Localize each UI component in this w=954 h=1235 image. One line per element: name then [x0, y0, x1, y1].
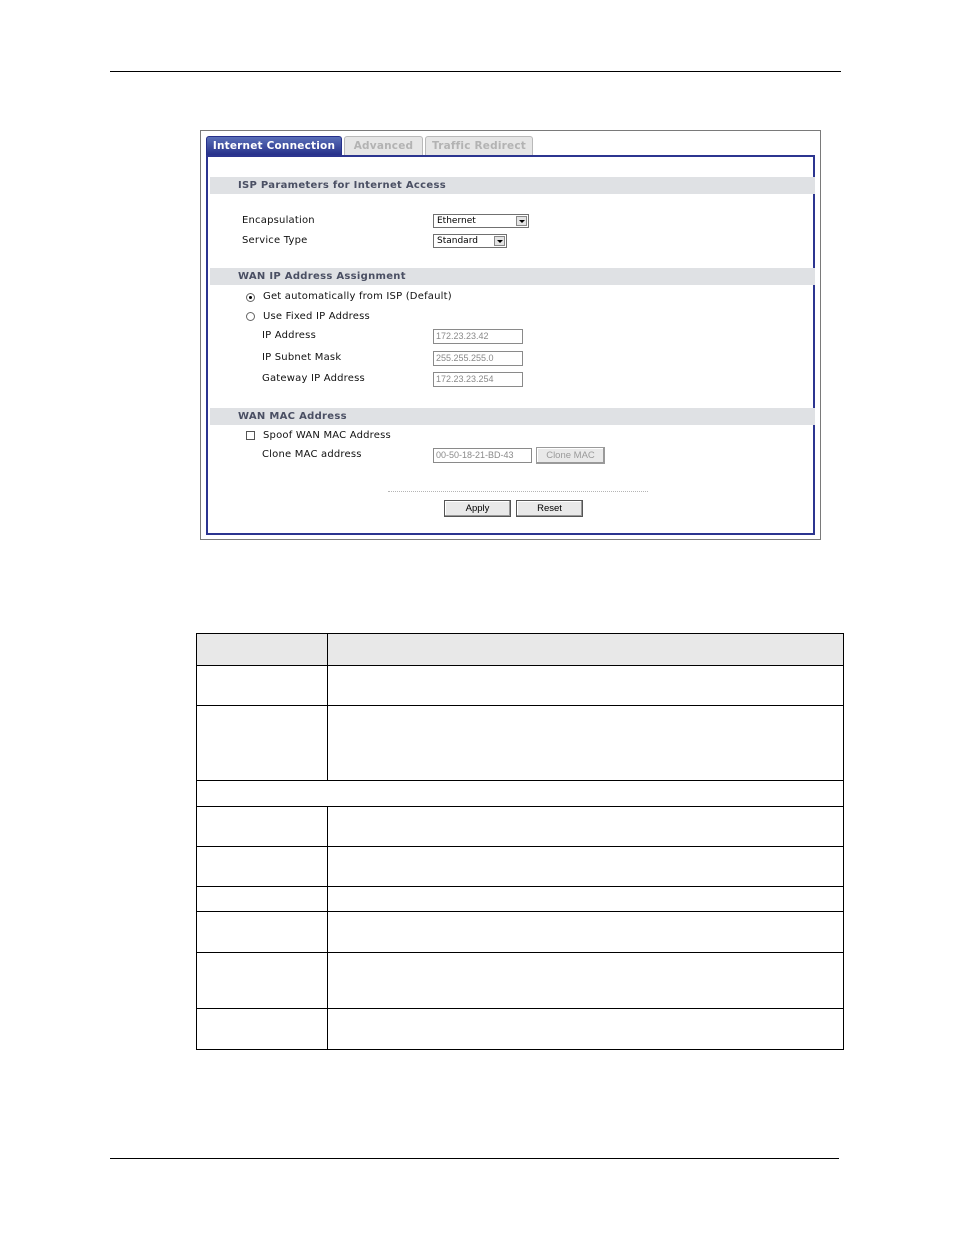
settings-panel [206, 155, 815, 535]
service-type-value: Standard [437, 236, 478, 246]
table-header-row [197, 634, 844, 666]
ip-subnet-mask-label: IP Subnet Mask [262, 352, 342, 363]
section-wan-mac-address: WAN MAC Address [210, 408, 815, 425]
get-automatically-label: Get automatically from ISP (Default) [263, 291, 452, 302]
section-wan-ip-assignment: WAN IP Address Assignment [210, 268, 815, 285]
table-cell [328, 706, 844, 781]
encapsulation-select[interactable] [433, 214, 529, 228]
table-row [197, 666, 844, 706]
table-row [197, 953, 844, 1009]
reset-button[interactable]: Reset [516, 500, 583, 517]
table-row [197, 912, 844, 953]
ip-subnet-mask-field[interactable]: 255.255.255.0 [433, 351, 523, 366]
apply-button[interactable]: Apply [444, 500, 511, 517]
encapsulation-label: Encapsulation [242, 215, 315, 226]
table-cell [197, 912, 328, 953]
tab-traffic-redirect[interactable]: Traffic Redirect [425, 136, 533, 155]
table-cell [197, 807, 328, 847]
table-cell [197, 887, 328, 912]
table-row [197, 807, 844, 847]
chevron-down-icon [516, 216, 527, 226]
table-header-cell [197, 634, 328, 666]
gateway-ip-label: Gateway IP Address [262, 373, 365, 384]
table-cell [197, 953, 328, 1009]
spoof-mac-label: Spoof WAN MAC Address [263, 430, 391, 441]
table-cell [197, 847, 328, 887]
ip-address-field[interactable]: 172.23.23.42 [433, 329, 523, 344]
table-row [197, 887, 844, 912]
divider [388, 491, 648, 492]
clone-mac-button[interactable]: Clone MAC [536, 447, 605, 464]
table-cell [328, 847, 844, 887]
clone-mac-label: Clone MAC address [262, 449, 362, 460]
radio-use-fixed-ip[interactable] [246, 312, 255, 321]
table-section-row [197, 781, 844, 807]
table-cell [328, 953, 844, 1009]
table-cell [197, 666, 328, 706]
ip-address-label: IP Address [262, 330, 316, 341]
table-row [197, 1009, 844, 1050]
tab-advanced[interactable]: Advanced [344, 136, 423, 155]
clone-mac-field[interactable]: 00-50-18-21-BD-43 [433, 448, 532, 463]
encapsulation-value: Ethernet [437, 216, 476, 226]
use-fixed-ip-label: Use Fixed IP Address [263, 311, 370, 322]
table-cell [328, 666, 844, 706]
radio-get-automatically[interactable] [246, 293, 255, 302]
table-row [197, 706, 844, 781]
table-cell [328, 807, 844, 847]
table-cell [328, 1009, 844, 1050]
service-type-select[interactable] [433, 234, 507, 248]
table-cell [328, 887, 844, 912]
gateway-ip-field[interactable]: 172.23.23.254 [433, 372, 523, 387]
spoof-mac-checkbox[interactable] [246, 431, 255, 440]
section-isp-parameters: ISP Parameters for Internet Access [210, 177, 815, 194]
table-cell [328, 912, 844, 953]
description-table [196, 633, 844, 1050]
table-row [197, 847, 844, 887]
table-cell [197, 706, 328, 781]
chevron-down-icon [494, 236, 505, 246]
table-cell [197, 781, 844, 807]
table-header-cell [328, 634, 844, 666]
table-cell [197, 1009, 328, 1050]
header-rule [110, 71, 841, 72]
tab-internet-connection[interactable]: Internet Connection [206, 136, 342, 155]
screenshot-frame [200, 130, 821, 540]
service-type-label: Service Type [242, 235, 308, 246]
footer-rule [110, 1158, 839, 1159]
